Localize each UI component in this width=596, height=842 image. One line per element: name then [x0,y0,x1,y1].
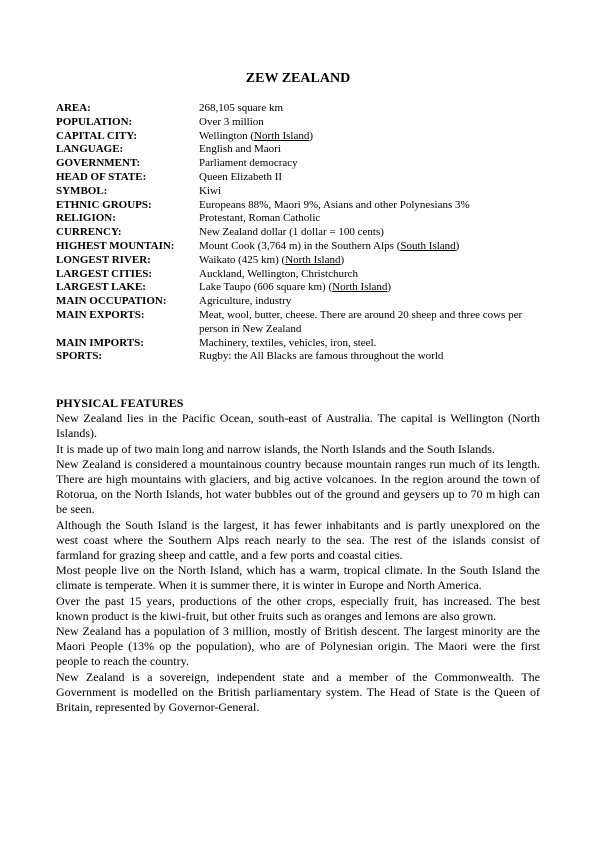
paragraph: Over the past 15 years, productions of the other crops, especially fruit, has increased. The best known product is the kiwi-fruit, but other fruits such as oranges and lemons are also grown. [56,593,540,623]
fact-value: Over 3 million [199,115,264,128]
fact-key: MAIN OCCUPATION: [56,295,167,308]
fact-key: LANGUAGE: [56,143,124,156]
fact-key: CAPITAL CITY: [56,129,137,142]
south-island-link[interactable]: South Island [400,239,456,252]
fact-value: Waikato (425 km) ( [199,253,286,266]
fact-value: Machinery, textiles, vehicles, iron, steel. [199,336,377,349]
paragraph: New Zealand is a sovereign, independent state and a member of the Commonwealth. The Government is modelled on the British parliamentary system. The Head of State is the Queen of Britain, represented by Governor-General. [56,669,540,715]
fact-row [56,171,540,185]
paragraph: New Zealand is considered a mountainous country because mountain ranges run much of its length. There are high mountains with glaciers, and big active volcanoes. In the region around the town of Rotorua, on the North Islands, hot water bubbles out of the ground and geysers up to 70 m high can be seen. [56,456,540,517]
fact-row [56,240,540,254]
fact-row [56,157,540,171]
fact-value: 268,105 square km [199,102,284,114]
fact-key: RELIGION: [56,212,116,225]
fact-value: Parliament democracy [199,157,298,170]
fact-key: CURRENCY: [56,226,122,239]
fact-key: ETHNIC GROUPS: [56,198,152,211]
paragraph: New Zealand has a population of 3 million, mostly of British descent. The largest minority are the Maori People (13% op the population), who are of Polynesian origin. The Maori were the first people to reach the country. [56,624,540,669]
fact-key: AREA: [56,102,91,114]
fact-value-suffix: ) [340,253,345,266]
fact-value: Lake Taupo (606 square km) ( [199,281,333,294]
fact-key: MAIN EXPORTS: [56,308,145,321]
fact-row [56,212,540,226]
fact-value: Queen Elizabeth II [199,170,283,183]
fact-key: SYMBOL: [56,184,108,197]
fact-row [56,185,540,199]
fact-value: Meat, wool, butter, cheese. There are around 20 sheep and three cows per person in New Zealand [199,308,523,335]
fact-value: Agriculture, industry [199,295,292,308]
north-island-link[interactable]: North Island [254,129,310,142]
fact-key: LONGEST RIVER: [56,253,151,266]
fact-key: POPULATION: [56,115,133,128]
fact-value-container [199,281,540,295]
fact-value: Protestant, Roman Catholic [199,212,321,225]
fact-row [56,309,540,337]
fact-key: SPORTS: [56,350,103,363]
fact-key: GOVERNMENT: [56,157,141,170]
fact-value: Europeans 88%, Maori 9%, Asians and other Polynesians 3% [199,198,470,211]
north-island-link[interactable]: North Island [332,281,388,294]
fact-key: LARGEST CITIES: [56,267,153,280]
page-title: ZEW ZEALAND [245,71,351,86]
fact-value-container [199,240,540,254]
fact-value-container [199,254,540,268]
fact-row [56,254,540,268]
fact-row [56,337,540,351]
fact-value-suffix: ) [455,239,460,252]
paragraph: Although the South Island is the largest, it has fewer inhabitants and is partly unexplored on the west coast where the Southern Alps reach nearly to the sea. The rest of the islands consist of farmland for grazing sheep and cattle, and a few ports and coastal cities. [56,517,540,563]
fact-value: Auckland, Wellington, Christchurch [199,267,358,280]
fact-row [56,199,540,213]
fact-value: Rugby: the All Blacks are famous throughout the world [199,350,444,363]
fact-value-suffix: ) [309,129,313,142]
paragraph: Most people live on the North Island, which has a warm, tropical climate. In the South Island the climate is temperate. When it is summer there, it is winter in Europe and North America. [56,563,540,593]
fact-key: HIGHEST MOUNTAIN: [56,239,175,252]
section-heading: PHYSICAL FEATURES [56,396,184,410]
fact-row [56,281,540,295]
physical-features-section [56,396,540,715]
fact-value: Kiwi [199,184,221,197]
fact-key: LARGEST LAKE: [56,281,146,294]
fact-key: HEAD OF STATE: [56,170,147,183]
facts-list [56,102,540,364]
fact-value: New Zealand dollar (1 dollar = 100 cents) [199,226,384,239]
fact-value-suffix: ) [387,281,392,294]
fact-key: MAIN IMPORTS: [56,336,144,349]
paragraph: It is made up of two main long and narrow islands, the North Islands and the South Islands. [56,441,495,456]
fact-row [56,116,540,130]
fact-row [56,143,540,157]
paragraph: New Zealand lies in the Pacific Ocean, south-east of Australia. The capital is Wellington (North Islands). [56,411,540,441]
fact-row [56,295,540,309]
fact-row [56,268,540,282]
fact-value: English and Maori [199,143,281,156]
fact-row [56,226,540,240]
fact-value: Wellington ( [199,129,255,142]
fact-row [56,102,540,116]
fact-row [56,130,540,144]
fact-row [56,350,540,364]
north-island-link[interactable]: North Island [285,253,341,266]
fact-value: Mount Cook (3,764 m) in the Southern Alps ( [199,239,401,252]
fact-value-container [199,130,540,144]
